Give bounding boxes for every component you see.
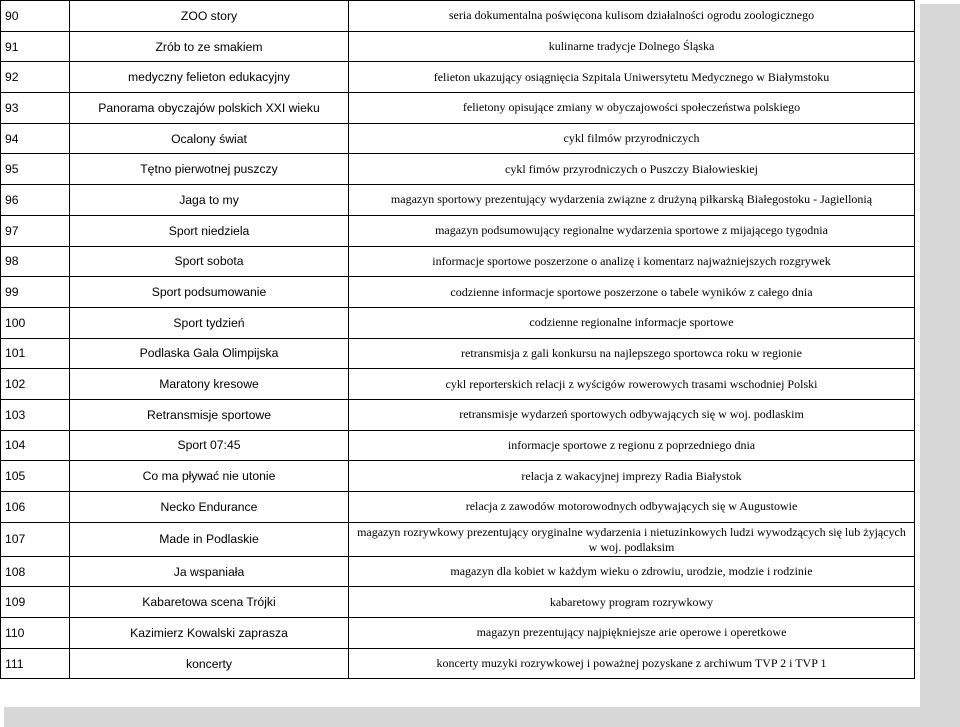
table-row <box>1 1 915 32</box>
program-title: Sport podsumowanie <box>70 277 349 308</box>
row-number: 95 <box>1 154 70 185</box>
program-title: Maratony kresowe <box>70 369 349 400</box>
program-description: magazyn prezentujący najpiękniejsze arie operowe i operetkowe <box>349 618 915 649</box>
program-description: informacje sportowe poszerzone o analizę i komentarz najważniejszych rozgrywek <box>349 246 915 277</box>
row-number: 104 <box>1 430 70 461</box>
program-title: Retransmisje sportowe <box>70 399 349 430</box>
program-description: retransmisja z gali konkursu na najlepszego sportowca roku w regionie <box>349 338 915 369</box>
program-description: cykl filmów przyrodniczych <box>349 123 915 154</box>
row-number: 105 <box>1 461 70 492</box>
row-number: 101 <box>1 338 70 369</box>
table-row <box>1 62 915 93</box>
program-description: magazyn dla kobiet w każdym wieku o zdrowiu, urodzie, modzie i rodzinie <box>349 556 915 587</box>
program-description: codzienne regionalne informacje sportowe <box>349 307 915 338</box>
program-description: seria dokumentalna poświęcona kulisom działalności ogrodu zoologicznego <box>349 1 915 32</box>
row-number: 96 <box>1 185 70 216</box>
table-row <box>1 399 915 430</box>
row-number: 107 <box>1 522 70 556</box>
program-title: Sport tydzień <box>70 307 349 338</box>
row-number: 106 <box>1 492 70 523</box>
row-number: 108 <box>1 556 70 587</box>
program-description: koncerty muzyki rozrywkowej i poważnej pozyskane z archiwum TVP 2 i TVP 1 <box>349 648 915 679</box>
program-title: koncerty <box>70 648 349 679</box>
program-title: Kabaretowa scena Trójki <box>70 587 349 618</box>
row-number: 99 <box>1 277 70 308</box>
program-title: medyczny felieton edukacyjny <box>70 62 349 93</box>
row-number: 111 <box>1 648 70 679</box>
program-title: Necko Endurance <box>70 492 349 523</box>
program-title: Made in Podlaskie <box>70 522 349 556</box>
program-description: felieton ukazujący osiągnięcia Szpitala Uniwersytetu Medycznego w Białymstoku <box>349 62 915 93</box>
program-description: relacja z wakacyjnej imprezy Radia Białystok <box>349 461 915 492</box>
row-number: 91 <box>1 31 70 62</box>
program-title: Sport niedziela <box>70 215 349 246</box>
program-description: kabaretowy program rozrywkowy <box>349 587 915 618</box>
program-title: ZOO story <box>70 1 349 32</box>
page-shadow-bottom <box>4 707 960 727</box>
row-number: 110 <box>1 618 70 649</box>
row-number: 109 <box>1 587 70 618</box>
table-row <box>1 522 915 556</box>
table-row <box>1 215 915 246</box>
program-description: magazyn podsumowujący regionalne wydarzenia sportowe z mijającego tygodnia <box>349 215 915 246</box>
program-title: Sport sobota <box>70 246 349 277</box>
table-row <box>1 307 915 338</box>
table-row <box>1 556 915 587</box>
table-row <box>1 123 915 154</box>
program-description: informacje sportowe z regionu z poprzedniego dnia <box>349 430 915 461</box>
table-row <box>1 492 915 523</box>
page-shadow-right <box>920 4 960 727</box>
table-row <box>1 648 915 679</box>
program-title: Zrób to ze smakiem <box>70 31 349 62</box>
program-description: magazyn sportowy prezentujący wydarzenia związne z drużyną piłkarską Białegostoku - Jagiellonią <box>349 185 915 216</box>
table-row <box>1 461 915 492</box>
table-row <box>1 430 915 461</box>
program-title: Tętno pierwotnej puszczy <box>70 154 349 185</box>
table-row <box>1 246 915 277</box>
table-row <box>1 185 915 216</box>
program-title: Sport 07:45 <box>70 430 349 461</box>
program-title: Podlaska Gala Olimpijska <box>70 338 349 369</box>
row-number: 103 <box>1 399 70 430</box>
row-number: 100 <box>1 307 70 338</box>
program-description: magazyn rozrywkowy prezentujący oryginalne wydarzenia i nietuzinkowych ludzi wywodzących się lub żyjących w woj. podlaksim <box>349 522 915 556</box>
program-title: Jaga to my <box>70 185 349 216</box>
program-title: Ocalony świat <box>70 123 349 154</box>
table-row <box>1 154 915 185</box>
program-description: kulinarne tradycje Dolnego Śląska <box>349 31 915 62</box>
program-description: cykl fimów przyrodniczych o Puszczy Białowieskiej <box>349 154 915 185</box>
row-number: 97 <box>1 215 70 246</box>
row-number: 94 <box>1 123 70 154</box>
program-title: Co ma pływać nie utonie <box>70 461 349 492</box>
table-row <box>1 31 915 62</box>
row-number: 93 <box>1 93 70 124</box>
program-title: Kazimierz Kowalski zaprasza <box>70 618 349 649</box>
program-title: Panorama obyczajów polskich XXI wieku <box>70 93 349 124</box>
program-description: felietony opisujące zmiany w obyczajowości społeczeństwa polskiego <box>349 93 915 124</box>
program-description: retransmisje wydarzeń sportowych odbywających się w woj. podlaskim <box>349 399 915 430</box>
program-description: codzienne informacje sportowe poszerzone o tabele wyników z całego dnia <box>349 277 915 308</box>
program-description: cykl reporterskich relacji z wyścigów rowerowych trasami wschodniej Polski <box>349 369 915 400</box>
table-row <box>1 618 915 649</box>
row-number: 92 <box>1 62 70 93</box>
table-row <box>1 587 915 618</box>
row-number: 90 <box>1 1 70 32</box>
program-description: relacja z zawodów motorowodnych odbywających się w Augustowie <box>349 492 915 523</box>
table-row <box>1 93 915 124</box>
row-number: 102 <box>1 369 70 400</box>
table-row <box>1 277 915 308</box>
row-number: 98 <box>1 246 70 277</box>
program-title: Ja wspaniała <box>70 556 349 587</box>
table-row <box>1 369 915 400</box>
table-row <box>1 338 915 369</box>
